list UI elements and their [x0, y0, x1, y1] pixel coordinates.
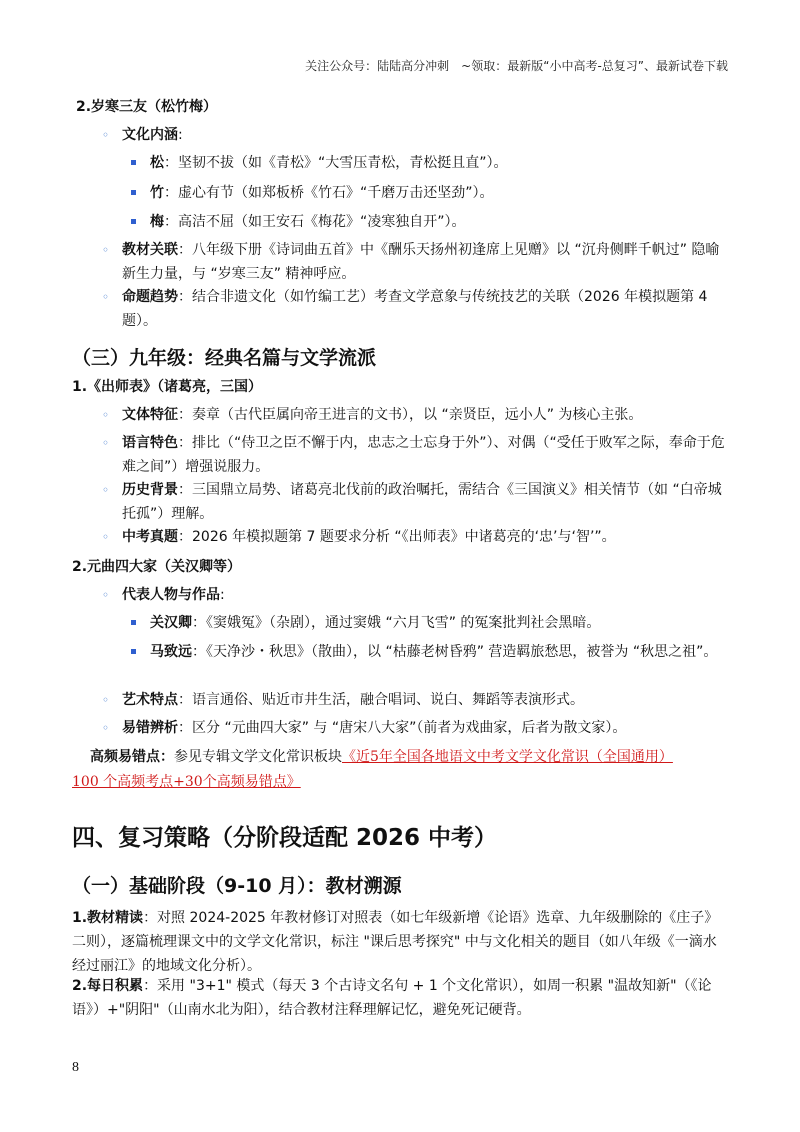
item-text: ：奏章（古代臣属向帝王进言的文书），以 “亲贤臣，远小人” 为核心主张。 — [178, 407, 643, 423]
item-text: ：2026 年模拟题第 7 题要求分析 “《出师表》中诸葛亮的‘忠’与‘智’”。 — [178, 529, 616, 545]
list-item — [102, 123, 732, 147]
item-text: : — [178, 127, 183, 143]
circle-bullet-icon: ◦ — [102, 436, 110, 450]
list-item — [102, 716, 732, 740]
paragraph — [72, 974, 730, 1022]
reference-link[interactable]: 《近5年全国各地语文中考文学文化常识（全国通用） — [342, 749, 673, 765]
circle-bullet-icon: ◦ — [102, 588, 110, 602]
item-text: ：三国鼎立局势、诸葛亮北伐前的政治嘱托，需结合《三国演义》相关情节（如 “白帝城托孤”）理解。 — [122, 482, 722, 522]
item-label: 文体特征 — [122, 407, 178, 423]
section-heading: （三）九年级：经典名篇与文学流派 — [72, 347, 377, 369]
paragraph-text: ：对照 2024-2025 年教材修订对照表（如七年级新增《论语》选章、九年级删除的《庄子》二则），逐篇梳理课文中的文学文化常识，标注 "课后思考探究" 中与文化相关的题目（如八年级《一滴水经过丽江》的地域文化分析）。 — [72, 910, 719, 974]
item-text: : — [220, 587, 225, 603]
item-text: ：语言通俗、贴近市井生活，融合唱词、说白、舞蹈等表演形式。 — [178, 692, 584, 708]
item-text: ：八年级下册《诗词曲五首》中《酬乐天扬州初逢席上见赠》以 “沉舟侧畔千帆过” 隐喻新生力量，与 “岁寒三友” 精神呼应。 — [122, 242, 720, 282]
chapter-heading: 四、复习策略（分阶段适配 2026 中考） — [72, 825, 498, 851]
sub-list-item — [150, 181, 730, 205]
square-bullet-icon — [131, 160, 136, 165]
item-label: 马致远 — [150, 644, 192, 660]
item-label: 历史背景 — [122, 482, 178, 498]
circle-bullet-icon: ◦ — [102, 243, 110, 257]
list-item — [102, 431, 732, 479]
item-label: 易错辨析 — [122, 720, 178, 736]
item-label: 语言特色 — [122, 435, 178, 451]
paragraph-label: 1.教材精读 — [72, 910, 144, 926]
sub-list-item — [150, 611, 730, 635]
square-bullet-icon — [131, 620, 136, 625]
circle-bullet-icon: ◦ — [102, 530, 110, 544]
sub-list-item — [150, 640, 730, 664]
item-text: ：虚心有节（如郑板桥《竹石》“千磨万击还坚劲”）。 — [164, 185, 494, 201]
item-label: 松 — [150, 155, 164, 171]
list-item — [102, 525, 732, 549]
circle-bullet-icon: ◦ — [102, 721, 110, 735]
item-text: ：《窦娥冤》（杂剧），通过窦娥 “六月飞雪” 的冤案批判社会黑暗。 — [192, 615, 601, 631]
item-text: ：高洁不屈（如王安石《梅花》“凌寒独自开”）。 — [164, 214, 466, 230]
paragraph-label: 2.每日积累 — [72, 978, 144, 994]
page-number: 8 — [72, 1060, 79, 1075]
item-label: 中考真题 — [122, 529, 178, 545]
square-bullet-icon — [131, 649, 136, 654]
item-text: ：排比（“侍卫之臣不懈于内，忠志之士忘身于外”）、对偶（“受任于败军之际，奉命于危难之间”）增强说服力。 — [122, 435, 725, 475]
list-item — [102, 583, 732, 607]
page-header: 关注公众号：陆陆高分冲刺 ~领取：最新版“小中高考-总复习”、最新试卷下载 — [305, 59, 728, 73]
sub-list-item — [150, 210, 730, 234]
list-item — [102, 285, 732, 333]
section-title: 2.元曲四大家（关汉卿等） — [72, 559, 242, 575]
circle-bullet-icon: ◦ — [102, 693, 110, 707]
item-label: 关汉卿 — [150, 615, 192, 631]
list-item — [102, 403, 732, 427]
item-label: 代表人物与作品 — [122, 587, 220, 603]
sub-list-item — [150, 151, 730, 175]
item-label: 命题趋势 — [122, 289, 178, 305]
item-text: ：《天净沙・秋思》（散曲），以 “枯藤老树昏鸦” 营造羁旅愁思，被誉为 “秋思之祖”。 — [192, 644, 718, 660]
item-label: 教材关联 — [122, 242, 178, 258]
reference-link-continued[interactable]: 100 个高频考点+30个高频易错点》 — [72, 774, 301, 790]
circle-bullet-icon: ◦ — [102, 408, 110, 422]
list-item — [102, 478, 732, 526]
item-label: 竹 — [150, 185, 164, 201]
section-heading: （一）基础阶段（9-10 月）：教材溯源 — [72, 875, 402, 897]
circle-bullet-icon: ◦ — [102, 128, 110, 142]
item-label: 艺术特点 — [122, 692, 178, 708]
square-bullet-icon — [131, 190, 136, 195]
circle-bullet-icon: ◦ — [102, 483, 110, 497]
high-frequency-error-note-cont — [72, 770, 301, 794]
section-title: 1.《出师表》（诸葛亮，三国） — [72, 379, 263, 395]
list-item — [102, 238, 732, 286]
note-label: 高频易错点： — [90, 749, 174, 765]
paragraph-text: ：采用 "3+1" 模式（每天 3 个古诗文名句 + 1 个文化常识），如周一积累 "温故知新"（《论语》）+"阴阳"（山南水北为阳），结合教材注释理解记忆，避免死记硬背。 — [72, 978, 712, 1018]
list-item — [102, 688, 732, 712]
square-bullet-icon — [131, 219, 136, 224]
item-text: ：区分 “元曲四大家” 与 “唐宋八大家”（前者为戏曲家，后者为散文家）。 — [178, 720, 627, 736]
item-text: ：坚韧不拔（如《青松》“大雪压青松，青松挺且直”）。 — [164, 155, 508, 171]
item-label: 梅 — [150, 214, 164, 230]
high-frequency-error-note — [90, 745, 673, 769]
circle-bullet-icon: ◦ — [102, 290, 110, 304]
item-label: 文化内涵 — [122, 127, 178, 143]
paragraph — [72, 906, 730, 978]
item-text: ：结合非遗文化（如竹编工艺）考查文学意象与传统技艺的关联（2026 年模拟题第 4 题）。 — [122, 289, 708, 329]
note-text: 参见专辑文学文化常识板块 — [174, 749, 342, 765]
section-title: 2.岁寒三友（松竹梅） — [76, 99, 218, 115]
